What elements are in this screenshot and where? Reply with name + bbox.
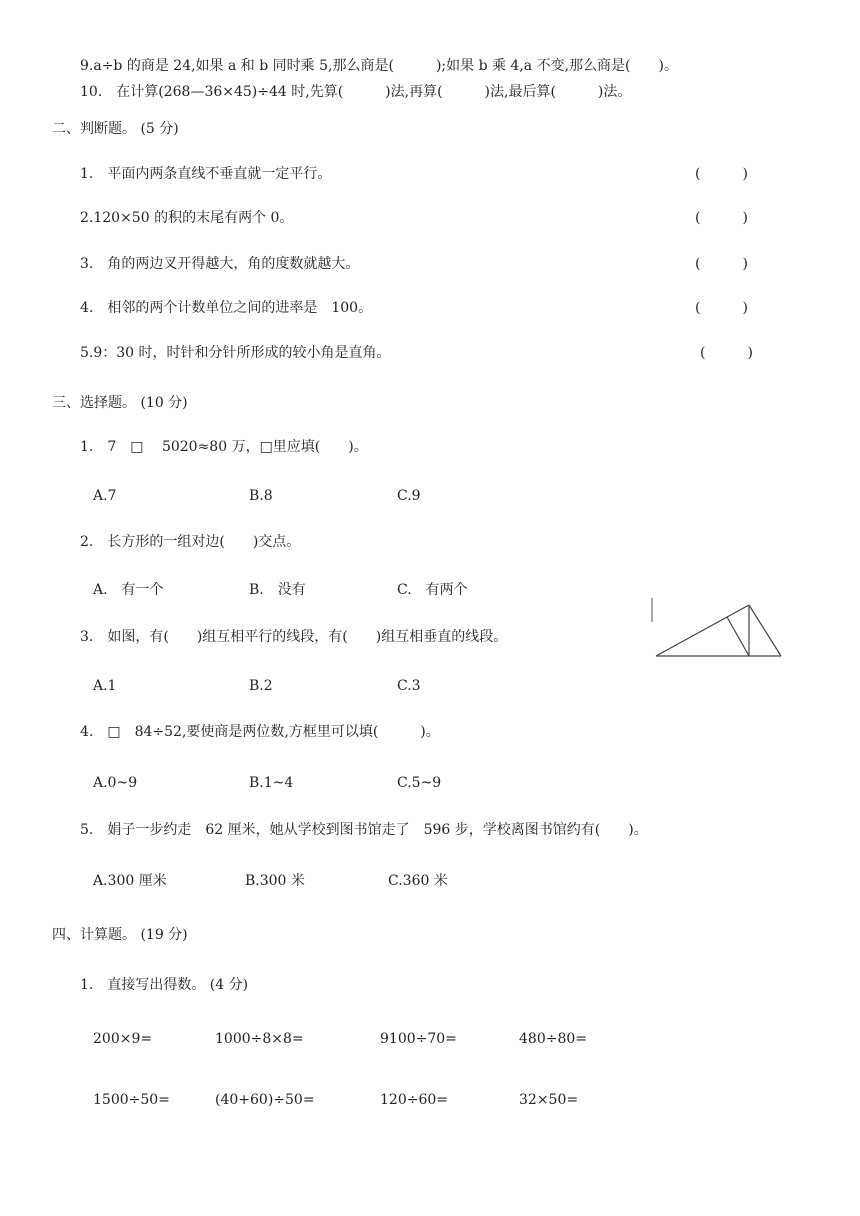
choice-4-option-b[interactable]: B.1~4 (249, 775, 294, 791)
section-choice-title: 三、选择题。 (10 分) (52, 395, 188, 411)
choice-4-option-a[interactable]: A.0~9 (93, 775, 138, 791)
fill-in-question-9: 9.a÷b 的商是 24,如果 a 和 b 同时乘 5,那么商是( );如果 b 乘 4,a 不变,那么商是( )。 (80, 58, 678, 74)
judge-item-5: 5.9：30 时，时针和分针所形成的较小角是直角。 (80, 345, 391, 361)
choice-3-option-c[interactable]: C.3 (397, 678, 421, 694)
calc-item: 480÷80= (519, 1031, 587, 1047)
calc-item: 1500÷50= (93, 1092, 170, 1108)
judge-answer-4[interactable]: ( ) (695, 300, 748, 316)
calc-sub-title: 1. 直接写出得数。 (4 分) (80, 977, 249, 993)
figure-right-side (749, 605, 781, 656)
choice-question-5: 5. 娟子一步约走 62 厘米，她从学校到图书馆走了 596 步，学校离图书馆约有( )。 (80, 822, 648, 838)
judge-item-1: 1. 平面内两条直线不垂直就一定平行。 (80, 166, 332, 182)
calc-item: (40+60)÷50= (215, 1092, 315, 1108)
judge-answer-1[interactable]: ( ) (695, 166, 748, 182)
calc-item: 120÷60= (380, 1092, 448, 1108)
judge-answer-3[interactable]: ( ) (695, 256, 748, 272)
choice-5-option-a[interactable]: A.300 厘米 (93, 873, 167, 889)
choice-2-option-a[interactable]: A. 有一个 (93, 582, 164, 598)
choice-5-option-c[interactable]: C.360 米 (388, 873, 448, 889)
calc-item: 200×9= (93, 1031, 153, 1047)
choice-question-4: 4. □ 84÷52,要使商是两位数,方框里可以填( )。 (80, 724, 440, 740)
choice-5-option-b[interactable]: B.300 米 (245, 873, 305, 889)
calc-item: 1000÷8×8= (215, 1031, 304, 1047)
judge-answer-5[interactable]: ( ) (700, 345, 753, 361)
calc-item: 9100÷70= (380, 1031, 457, 1047)
judge-item-3: 3. 角的两边叉开得越大，角的度数就越大。 (80, 256, 360, 272)
choice-2-option-b[interactable]: B. 没有 (249, 582, 306, 598)
choice-1-option-b[interactable]: B.8 (249, 488, 273, 504)
choice-2-option-c[interactable]: C. 有两个 (397, 582, 468, 598)
choice-3-option-b[interactable]: B.2 (249, 678, 273, 694)
section-judge-title: 二、判断题。 (5 分) (52, 121, 179, 137)
choice-1-option-a[interactable]: A.7 (93, 488, 117, 504)
judge-item-4: 4. 相邻的两个计数单位之间的进率是 100。 (80, 300, 373, 316)
calc-item: 32×50= (519, 1092, 579, 1108)
choice-1-option-c[interactable]: C.9 (397, 488, 421, 504)
choice-3-option-a[interactable]: A.1 (93, 678, 117, 694)
judge-item-2: 2.120×50 的积的末尾有两个 0。 (80, 210, 294, 226)
choice-question-1: 1. 7 □ 5020≈80 万，□里应填( )。 (80, 439, 368, 455)
choice-question-2: 2. 长方形的一组对边( )交点。 (80, 534, 301, 550)
judge-answer-2[interactable]: ( ) (695, 210, 748, 226)
section-calc-title: 四、计算题。 (19 分) (52, 927, 188, 943)
choice-question-3: 3. 如图，有( )组互相平行的线段，有( )组互相垂直的线段。 (80, 629, 508, 645)
triangle-figure (648, 596, 788, 668)
choice-4-option-c[interactable]: C.5~9 (397, 775, 442, 791)
fill-in-question-10: 10. 在计算(268—36×45)÷44 时,先算( )法,再算( )法,最后算( )法。 (80, 84, 632, 100)
figure-inner-segment (727, 617, 749, 656)
